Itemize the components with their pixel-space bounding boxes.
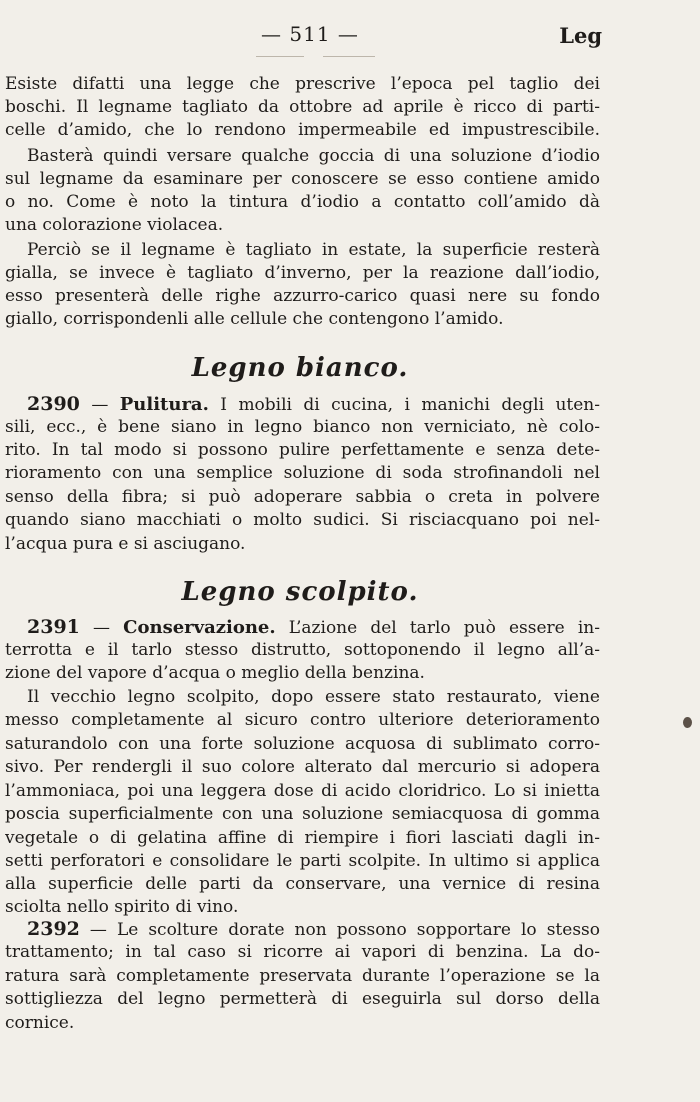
section-heading-legno-scolpito: Legno scolpito. xyxy=(181,577,419,607)
entry-line: l’ammoniaca, poi una leggera dose di acido cloridrico. Lo si inietta xyxy=(5,781,600,801)
entry-2392-first-line xyxy=(27,918,600,941)
entry-line: rioramento con una semplice soluzione di soda strofinandoli nel xyxy=(5,463,600,483)
running-head: Leg xyxy=(559,23,602,48)
section-heading-legno-bianco: Legno bianco. xyxy=(191,353,409,383)
intro-line: sul legname da esaminare per conoscere se esso contiene amido xyxy=(5,169,600,189)
entry-line: cornice. xyxy=(5,1013,75,1033)
intro-line: gialla, se invece è tagliato d’inverno, per la reazione dall’iodio, xyxy=(5,263,600,283)
entry-line: zione del vapore d’acqua o meglio della benzina. xyxy=(5,663,425,683)
entry-line: sivo. Per rendergli il suo colore alterato dal mercurio si adopera xyxy=(5,757,600,777)
entry-line: vegetale o di gelatina affine di riempire i fiori lasciati dagli in- xyxy=(5,828,600,848)
entry-2391-first-line xyxy=(27,616,600,639)
entry-text: I mobili di cucina, i manichi degli uten- xyxy=(208,395,600,415)
entry-line: Il vecchio legno scolpito, dopo essere stato restaurato, viene xyxy=(27,687,600,707)
page-header xyxy=(0,18,700,58)
entry-dash: — xyxy=(79,395,120,415)
intro-line: celle d’amido, che lo rendono impermeabile ed impustrescibile. xyxy=(5,120,600,140)
entry-line: rito. In tal modo si possono pulire perfettamente e senza dete- xyxy=(5,440,600,460)
entry-line: sili, ecc., è bene siano in legno bianco non verniciato, nè colo- xyxy=(5,417,600,437)
entry-number: 2390 xyxy=(27,393,80,415)
intro-line: Esiste difatti una legge che prescrive l’epoca pel taglio dei xyxy=(5,74,600,94)
entry-2390-first-line xyxy=(27,393,600,416)
entry-line: alla superficie delle parti da conservare, una vernice di resina xyxy=(5,874,600,894)
entry-line: l’acqua pura e si asciugano. xyxy=(5,534,246,554)
entry-title: Pulitura. xyxy=(119,394,209,415)
entry-number: 2392 xyxy=(27,918,80,940)
entry-line: terrotta e il tarlo stesso distrutto, sottoponendo il legno all’a- xyxy=(5,640,600,660)
entry-text: L’azione del tarlo può essere in- xyxy=(275,618,600,638)
margin-ink-dot xyxy=(683,717,692,728)
intro-line: giallo, corrispondenli alle cellule che contengono l’amido. xyxy=(5,309,504,329)
entry-line: sciolta nello spirito di vino. xyxy=(5,897,239,917)
entry-line: quando siano macchiati o molto sudici. Si risciacquano poi nel- xyxy=(5,510,600,530)
entry-number: 2391 xyxy=(27,616,80,638)
header-rule-left xyxy=(256,56,304,57)
entry-line: setti perforatori e consolidare le parti scolpite. In ultimo si applica xyxy=(5,851,600,871)
entry-dash: — xyxy=(79,618,124,638)
entry-title: Conservazione. xyxy=(123,617,276,638)
entry-line: ratura sarà completamente preservata durante l’operazione se la xyxy=(5,966,600,986)
intro-line: o no. Come è noto la tintura d’iodio a contatto coll’amido dà xyxy=(5,192,600,212)
entry-line: saturandolo con una forte soluzione acquosa di sublimato corro- xyxy=(5,734,600,754)
header-rule-right xyxy=(323,56,375,57)
entry-line: messo completamente al sicuro contro ulteriore deterioramento xyxy=(5,710,600,730)
entry-line: sottigliezza del legno permetterà di eseguirla sul dorso della xyxy=(5,989,600,1009)
intro-line: esso presenterà delle righe azzurro-carico quasi nere su fondo xyxy=(5,286,600,306)
entry-line: poscia superficialmente con una soluzione semiacquosa di gomma xyxy=(5,804,600,824)
intro-line: Perciò se il legname è tagliato in estate, la superficie resterà xyxy=(27,240,600,260)
intro-line: una colorazione violacea. xyxy=(5,215,224,235)
page-number: — 511 — xyxy=(261,22,359,46)
intro-line: boschi. Il legname tagliato da ottobre ad aprile è ricco di parti- xyxy=(5,97,600,117)
entry-line: senso della fibra; si può adoperare sabbia o creta in polvere xyxy=(5,487,600,507)
entry-text: — Le scolture dorate non possono sopportare lo stesso xyxy=(79,920,600,940)
entry-line: trattamento; in tal caso si ricorre ai vapori di benzina. La do- xyxy=(5,942,600,962)
intro-line: Basterà quindi versare qualche goccia di una soluzione d’iodio xyxy=(27,146,600,166)
